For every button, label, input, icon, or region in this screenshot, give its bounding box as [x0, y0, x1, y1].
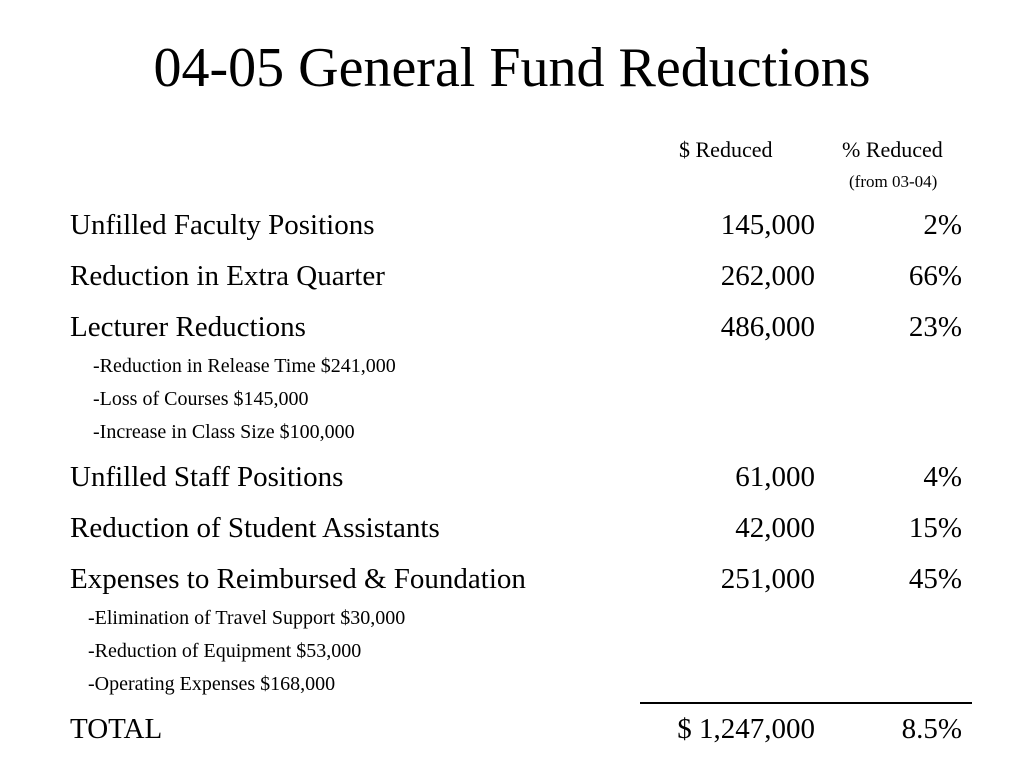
total-row — [70, 711, 970, 747]
total-percent: 8.5% — [901, 713, 962, 745]
row-amount: 251,000 — [720, 563, 815, 595]
percent-column-note: (from 03-04) — [849, 172, 938, 191]
reduction-row-faculty — [70, 207, 970, 243]
detail-line: -Reduction of Equipment $53,000 — [88, 640, 362, 662]
reduction-row-expenses — [70, 561, 970, 597]
total-amount: $ 1,247,000 — [677, 713, 815, 745]
row-label: Lecturer Reductions — [70, 311, 306, 343]
row-percent: 2% — [923, 209, 962, 241]
reduction-row-extra-quarter — [70, 258, 970, 294]
total-label: TOTAL — [70, 713, 163, 745]
total-divider — [640, 702, 972, 704]
detail-line: -Reduction in Release Time $241,000 — [93, 355, 396, 377]
row-percent: 4% — [923, 461, 962, 493]
amount-column-header: $ Reduced — [679, 137, 773, 162]
row-amount: 145,000 — [720, 209, 815, 241]
row-label: Expenses to Reimbursed & Foundation — [70, 563, 526, 595]
row-percent: 66% — [908, 260, 962, 292]
detail-line: -Increase in Class Size $100,000 — [93, 421, 355, 443]
reduction-row-staff — [70, 459, 970, 495]
row-percent: 23% — [908, 311, 962, 343]
row-amount: 42,000 — [735, 512, 815, 544]
row-amount: 486,000 — [720, 311, 815, 343]
row-amount: 61,000 — [735, 461, 815, 493]
reduction-row-student-assistants — [70, 510, 970, 546]
row-amount: 262,000 — [720, 260, 815, 292]
reduction-row-lecturer — [70, 309, 970, 345]
slide-title: 04-05 General Fund Reductions — [153, 37, 871, 99]
percent-column-header: % Reduced — [842, 137, 943, 162]
row-label: Unfilled Faculty Positions — [70, 209, 375, 241]
row-percent: 45% — [908, 563, 962, 595]
detail-line: -Elimination of Travel Support $30,000 — [88, 607, 406, 629]
detail-line: -Loss of Courses $145,000 — [93, 388, 309, 410]
row-label: Reduction in Extra Quarter — [70, 260, 385, 292]
row-percent: 15% — [908, 512, 962, 544]
row-label: Reduction of Student Assistants — [70, 512, 440, 544]
detail-line: -Operating Expenses $168,000 — [88, 673, 336, 695]
row-label: Unfilled Staff Positions — [70, 461, 344, 493]
